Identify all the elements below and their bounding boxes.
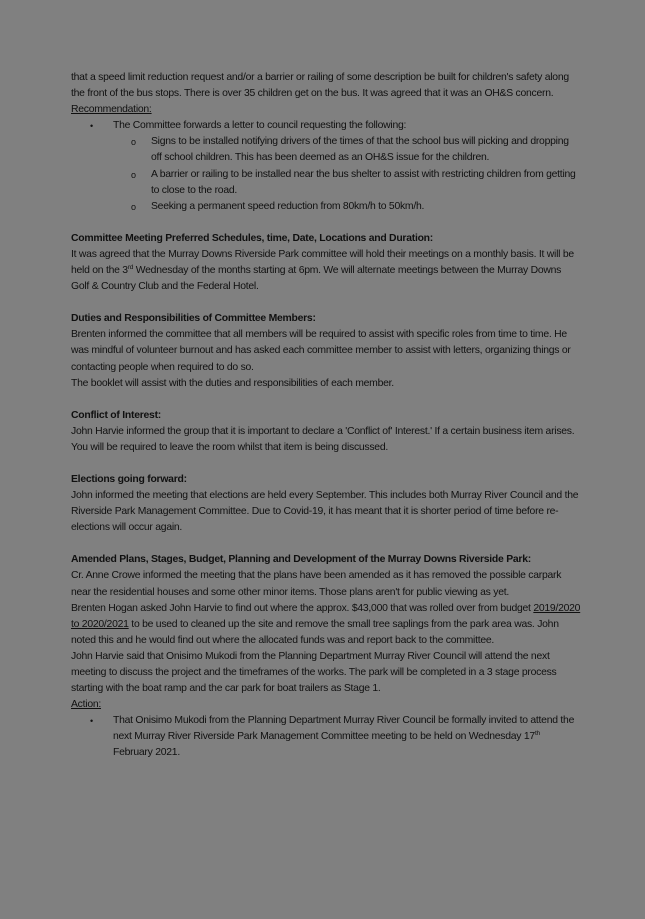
elections-heading: Elections going forward:	[71, 473, 187, 485]
spacer	[71, 215, 581, 231]
list-item	[90, 713, 581, 761]
circle-bullet-icon: o	[131, 201, 136, 212]
spacer	[71, 456, 581, 472]
sub-list-item-text: A barrier or railing to be installed near the bus shelter to assist with restricting children from getting to close to the road.	[151, 168, 576, 196]
circle-bullet-icon: o	[131, 169, 136, 180]
amended-paragraph: Cr. Anne Crowe informed the meeting that the plans have been amended as it has removed the possible carpark near the residential houses and some other minor items. Those plans aren't for public viewing as yet.	[71, 570, 562, 598]
list-item-text: The Committee forwards a letter to council requesting the following:	[113, 120, 407, 132]
spacer	[71, 295, 581, 311]
budget-years: 2019/2020 to 2020/2021	[71, 602, 581, 630]
spacer	[71, 536, 581, 552]
document-page	[71, 70, 581, 762]
duties-heading: Duties and Responsibilities of Committee Members:	[71, 313, 316, 325]
recommendation-list	[71, 118, 581, 215]
sub-list-item	[131, 134, 581, 166]
duties-paragraph-2: The booklet will assist with the duties and responsibilities of each member.	[71, 377, 394, 389]
intro-paragraph: that a speed limit reduction request and/or a barrier or railing of some description be built for children's safety along the front of the bus stops. There is over 35 children get on the bus. It was agreed that it was an OH&S concern.	[71, 72, 569, 100]
circle-bullet-icon: o	[131, 137, 136, 148]
conflict-paragraph: John Harvie informed the group that it is important to declare a 'Conflict of' Interest.' If a certain business item arises. You will be required to leave the room whilst that item is being discussed.	[71, 425, 575, 453]
sub-list-item	[131, 199, 581, 215]
schedules-text-cont: Wednesday of the months starting at 6pm. We will alternate meetings between the Murray Downs Golf & Country Club and the Federal Hotel.	[71, 265, 562, 293]
amended-text-b: to be used to cleaned up the site and remove the small tree saplings from the park area was. John noted this and he would find out where the allocated funds was and report back to the committee.	[71, 618, 559, 646]
recommendation-sublist	[113, 134, 581, 214]
amended-paragraph-3: John Harvie said that Onisimo Mukodi from the Planning Department Murray River Council will attend the next meeting to discuss the project and the timeframes of the works. The park will be completed in a 3 stage process starting with the boat ramp and the car park for boat trailers as Stage 1.	[71, 650, 557, 695]
amended-paragraph-2	[71, 601, 581, 649]
bullet-icon: •	[90, 121, 93, 132]
elections-paragraph: John informed the meeting that elections are held every September. This includes both Murray River Council and the Riverside Park Management Committee. Due to Covid-19, it has meant that it is shorter period of time before re-elections will occur again.	[71, 490, 579, 534]
action-label: Action:	[71, 699, 102, 711]
action-text-cont: February 2021.	[113, 747, 180, 759]
action-list	[71, 713, 581, 761]
list-item	[90, 118, 581, 215]
sub-list-item	[131, 167, 581, 199]
spacer	[71, 392, 581, 408]
sub-list-item-text: Signs to be installed notifying drivers of the times of that the school bus will picking and dropping off school children. This has been deemed as an OH&S issue for the children.	[151, 136, 569, 164]
schedules-heading: Committee Meeting Preferred Schedules, time, Date, Locations and Duration:	[71, 232, 433, 244]
ordinal-suffix: rd	[127, 264, 134, 272]
conflict-heading: Conflict of Interest:	[71, 409, 161, 421]
amended-text-a: Brenten Hogan asked John Harvie to find out where the approx. $43,000 that was rolled over from budget	[71, 602, 534, 614]
bullet-icon: •	[90, 716, 93, 727]
amended-heading: Amended Plans, Stages, Budget, Planning and Development of the Murray Downs Riverside Park:	[71, 554, 531, 566]
schedules-paragraph	[71, 247, 581, 295]
recommendation-label: Recommendation:	[71, 104, 152, 116]
schedules-text: It was agreed that the Murray Downs Riverside Park committee will hold their meetings on a monthly basis. It will be held on the 3	[71, 248, 574, 277]
sub-list-item-text: Seeking a permanent speed reduction from 80km/h to 50km/h.	[151, 200, 425, 212]
action-text: That Onisimo Mukodi from the Planning Department Murray River Council be formally invited to attend the next Murray River Riverside Park Management Committee meeting to be held on Wednesday 17	[113, 715, 575, 743]
ordinal-suffix: th	[534, 730, 540, 738]
duties-paragraph: Brenten informed the committee that all members will be required to assist with specific roles from time to time. He was mindful of volunteer burnout and has asked each committee member to assist with letters, organizing things or contacting people when required to do so.	[71, 329, 571, 373]
